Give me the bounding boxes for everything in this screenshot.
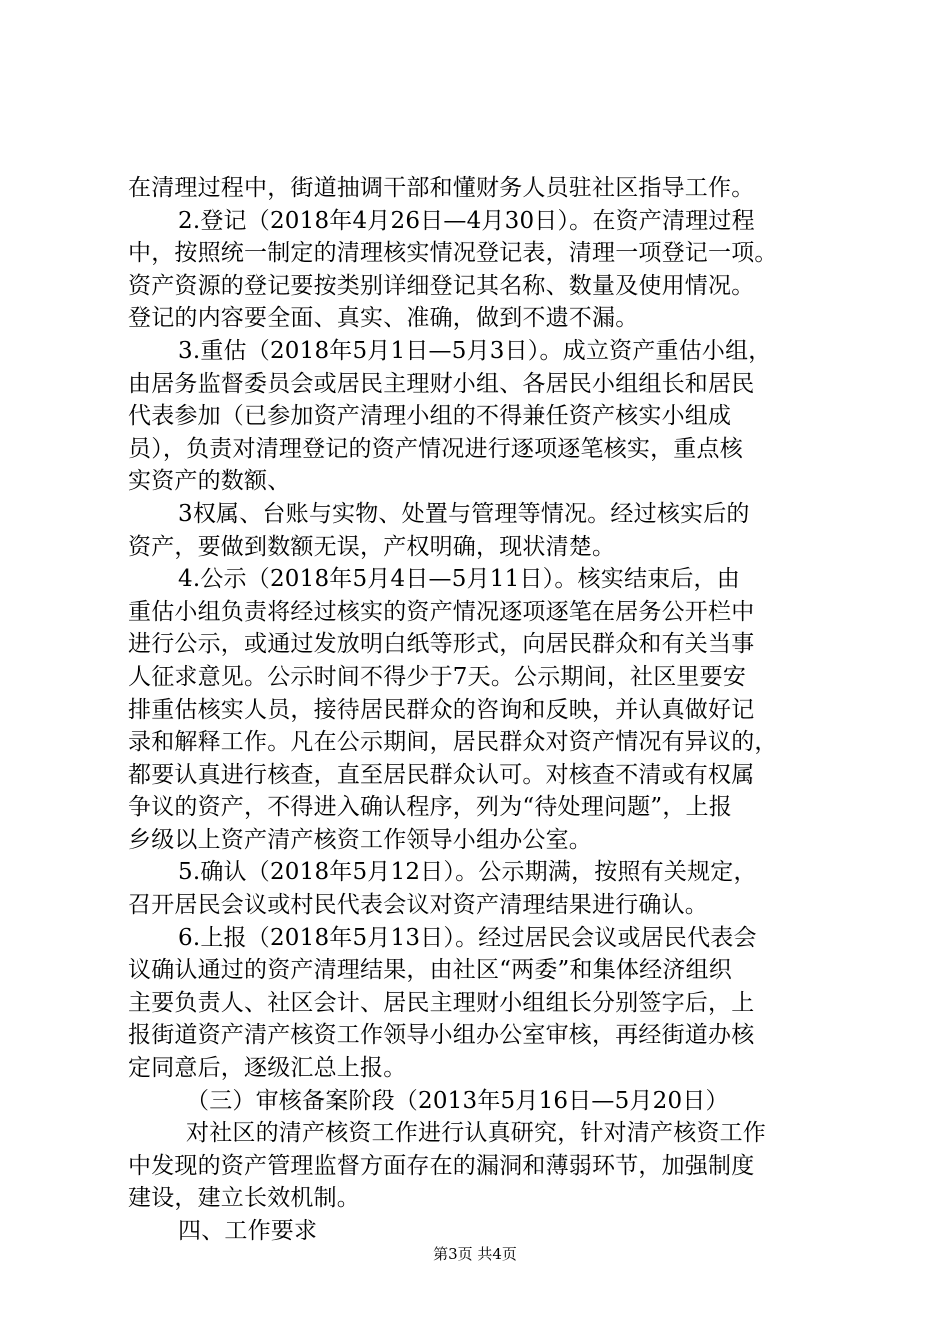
text-line: 重估小组负责将经过核实的资产情况逐项逐笔在居务公开栏中: [128, 598, 755, 625]
section-heading: 四、工作要求: [178, 1218, 318, 1244]
text-line: 5.确认（2018年5月12日）。公示期满，按照有关规定，: [178, 859, 757, 886]
text-line: 实资产的数额、: [128, 468, 291, 495]
document-body: [128, 172, 848, 1248]
text-line: 报街道资产清产核资工作领导小组办公室审核，再经街道办核: [128, 1022, 755, 1049]
text-line: 定同意后，逐级汇总上报。: [128, 1055, 407, 1082]
text-line: 3权属、台账与实物、处置与管理等情况。经过核实后的: [178, 500, 750, 527]
text-line: 排重估核实人员，接待居民群众的咨询和反映，并认真做好记: [128, 696, 755, 723]
text-line: 人征求意见。公示时间不得少于7天。公示期间，社区里要安: [128, 663, 747, 690]
text-line: 议确认通过的资产清理结果，由社区“两委”和集体经济组织: [128, 957, 732, 984]
text-line: 由居务监督委员会或居民主理财小组、各居民小组组长和居民: [128, 370, 755, 397]
text-line: 中，按照统一制定的清理核实情况登记表，清理一项登记一项。: [128, 240, 778, 267]
text-line: 对社区的清产核资工作进行认真研究，针对清产核资工作: [186, 1120, 766, 1147]
text-line: 录和解释工作。凡在公示期间，居民群众对资产情况有异议的，: [128, 729, 778, 756]
text-line: 3.重估（2018年5月1日—5月3日）。成立资产重估小组，: [178, 337, 772, 364]
text-line: 资产，要做到数额无误，产权明确，现状清楚。: [128, 533, 616, 560]
text-line: 建设，建立长效机制。: [128, 1185, 360, 1212]
text-line: 资产资源的登记要按类别详细登记其名称、数量及使用情况。: [128, 272, 755, 299]
text-line: 登记的内容要全面、真实、准确，做到不遗不漏。: [128, 305, 639, 332]
text-line: 都要认真进行核查，直至居民群众认可。对核查不清或有权属: [128, 761, 755, 788]
text-line: 争议的资产，不得进入确认程序，列为“待处理问题”，上报: [128, 794, 732, 821]
text-line: 进行公示，或通过发放明白纸等形式，向居民群众和有关当事: [128, 631, 755, 658]
text-line: 中发现的资产管理监督方面存在的漏洞和薄弱环节，加强制度: [128, 1152, 755, 1179]
text-line: 在清理过程中，街道抽调干部和懂财务人员驻社区指导工作。: [128, 175, 755, 201]
text-line: 6.上报（2018年5月13日）。经过居民会议或居民代表会: [178, 924, 757, 951]
text-line: 员），负责对清理登记的资产情况进行逐项逐笔核实，重点核: [128, 435, 743, 462]
text-line: 代表参加（已参加资产清理小组的不得兼任资产核实小组成: [128, 403, 732, 430]
text-line: 2.登记（2018年4月26日—4月30日）。在资产清理过程: [178, 207, 755, 234]
text-line: 主要负责人、社区会计、居民主理财小组组长分别签字后，上: [128, 989, 755, 1016]
text-line: 4.公示（2018年5月4日—5月11日）。核实结束后，由: [178, 566, 740, 593]
text-line: 召开居民会议或村民代表会议对资产清理结果进行确认。: [128, 892, 708, 919]
page-number-footer: 第3页 共4页: [433, 1245, 517, 1263]
text-line: 乡级以上资产清产核资工作领导小组办公室。: [128, 826, 592, 853]
section-heading: （三）审核备案阶段（2013年5月16日—5月20日）: [186, 1087, 729, 1114]
